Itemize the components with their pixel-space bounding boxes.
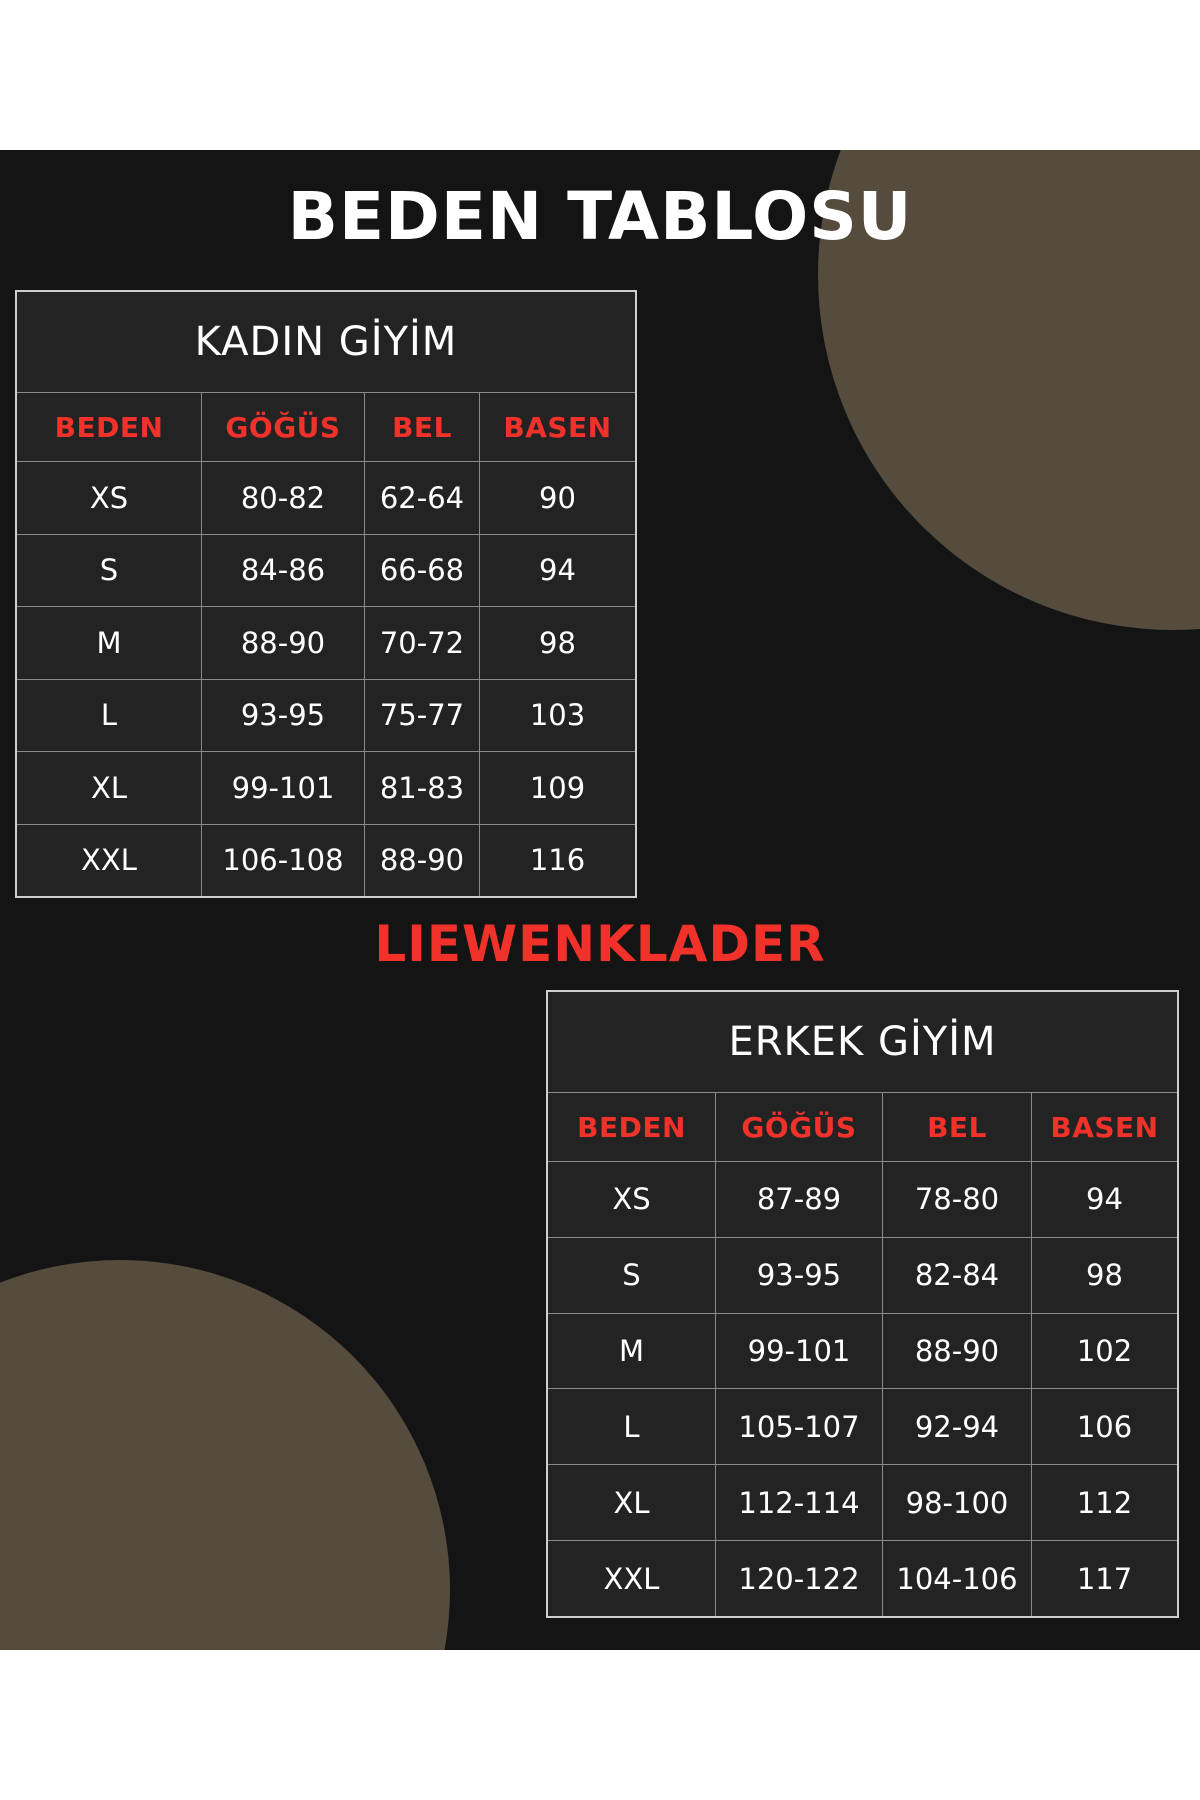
men-size-table: [546, 990, 1179, 1618]
chest-cell: 87-89: [716, 1162, 883, 1237]
table-row: [548, 1314, 1177, 1390]
waist-cell: 78-80: [883, 1162, 1032, 1237]
brand-name: LIEWENKLADER: [374, 915, 826, 973]
hip-cell: 106: [1076, 1409, 1133, 1444]
size-cell: XL: [17, 752, 202, 824]
header-bel: BEL: [365, 393, 480, 461]
waist-cell: 66-68: [365, 535, 480, 607]
waist-cell: 62-64: [365, 462, 480, 534]
hip-cell: 102: [1076, 1334, 1133, 1369]
waist-cell: 75-77: [365, 680, 480, 752]
hip-cell: 94: [1086, 1182, 1123, 1217]
hip-cell: 94: [539, 553, 576, 588]
hip-cell: 112: [1076, 1485, 1133, 1520]
size-cell: XS: [17, 462, 202, 534]
waist-cell: 88-90: [883, 1314, 1032, 1389]
table-row: [17, 825, 635, 897]
decorative-circle-bottom-left: [0, 1260, 450, 1650]
men-table-header-row: [548, 1093, 1177, 1162]
table-row: [17, 680, 635, 753]
waist-cell: 82-84: [883, 1238, 1032, 1313]
table-row: [548, 1389, 1177, 1465]
size-cell: XXL: [548, 1541, 716, 1616]
waist-cell: 70-72: [365, 607, 480, 679]
table-row: [17, 535, 635, 608]
hip-cell: 98: [1086, 1258, 1123, 1293]
header-beden: BEDEN: [548, 1093, 716, 1161]
chest-cell: 93-95: [716, 1238, 883, 1313]
hip-cell: 117: [1076, 1561, 1133, 1596]
men-table-title: ERKEK GİYİM: [548, 992, 1177, 1093]
size-cell: S: [17, 535, 202, 607]
waist-cell: 98-100: [883, 1465, 1032, 1540]
chest-cell: 84-86: [202, 535, 365, 607]
size-cell: L: [17, 680, 202, 752]
chest-cell: 88-90: [202, 607, 365, 679]
chest-cell: 106-108: [202, 825, 365, 897]
waist-cell: 104-106: [883, 1541, 1032, 1616]
table-row: [17, 752, 635, 825]
table-row: [548, 1162, 1177, 1238]
women-table-header-row: [17, 393, 635, 462]
chest-cell: 105-107: [716, 1389, 883, 1464]
table-row: [17, 462, 635, 535]
size-cell: M: [548, 1314, 716, 1389]
header-basen: BASEN: [1050, 1110, 1159, 1144]
hip-cell: 90: [539, 480, 576, 515]
chest-cell: 99-101: [716, 1314, 883, 1389]
chest-cell: 112-114: [716, 1465, 883, 1540]
header-beden: BEDEN: [17, 393, 202, 461]
waist-cell: 88-90: [365, 825, 480, 897]
chest-cell: 80-82: [202, 462, 365, 534]
page-title: BEDEN TABLOSU: [287, 178, 913, 255]
hip-cell: 103: [529, 698, 586, 733]
header-basen: BASEN: [503, 410, 612, 444]
size-cell: L: [548, 1389, 716, 1464]
size-cell: XS: [548, 1162, 716, 1237]
size-cell: XXL: [17, 825, 202, 897]
header-bel: BEL: [883, 1093, 1032, 1161]
size-cell: XL: [548, 1465, 716, 1540]
waist-cell: 92-94: [883, 1389, 1032, 1464]
women-table-title: KADIN GİYİM: [17, 292, 635, 393]
size-cell: S: [548, 1238, 716, 1313]
header-gogus: GÖĞÜS: [716, 1093, 883, 1161]
hip-cell: 116: [529, 843, 586, 878]
waist-cell: 81-83: [365, 752, 480, 824]
table-row: [17, 607, 635, 680]
women-size-table: [15, 290, 637, 898]
hip-cell: 98: [539, 625, 576, 660]
hip-cell: 109: [529, 770, 586, 805]
table-row: [548, 1541, 1177, 1616]
header-gogus: GÖĞÜS: [202, 393, 365, 461]
size-cell: M: [17, 607, 202, 679]
chest-cell: 93-95: [202, 680, 365, 752]
chest-cell: 120-122: [716, 1541, 883, 1616]
chest-cell: 99-101: [202, 752, 365, 824]
table-row: [548, 1238, 1177, 1314]
table-row: [548, 1465, 1177, 1541]
size-chart-panel: [0, 150, 1200, 1650]
